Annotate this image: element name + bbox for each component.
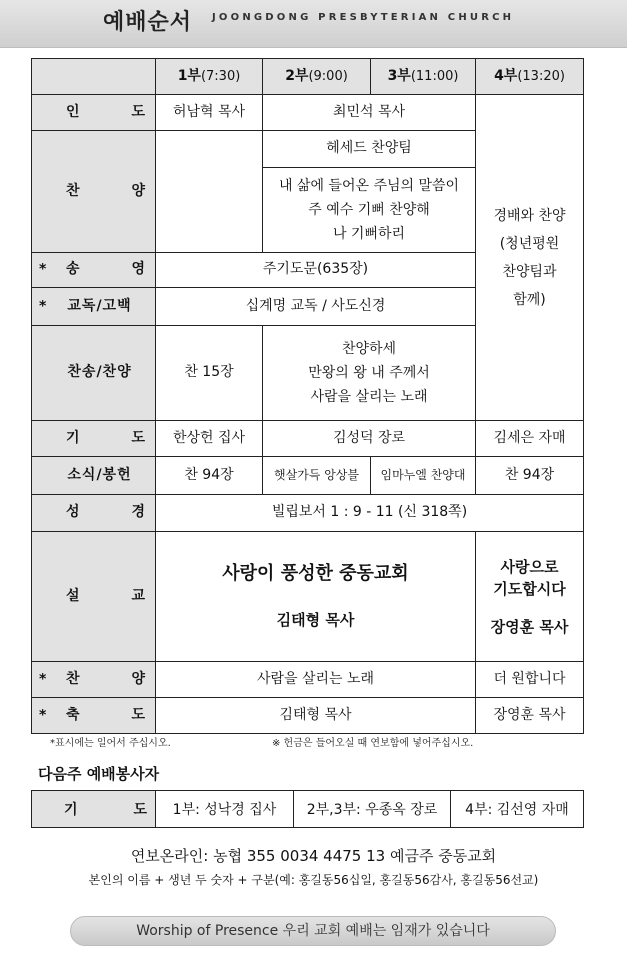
offering-s3: 임마누엘 찬양대: [371, 457, 476, 495]
next-week-prayer-label: 기 도: [32, 791, 156, 828]
online-offering-instructions: 본인의 이름 + 생년 두 숫자 + 구분(예: 홍길동56십일, 홍길동56감사, 홍길동56선교): [88, 873, 539, 887]
scripture-label: 성 경: [32, 495, 156, 532]
online-offering-info: 연보온라인: 농협 355 0034 4475 13 예금주 중동교회: [130, 847, 497, 865]
benediction-s4: 장영훈 목사: [476, 698, 584, 734]
invocation-label: 인 도: [32, 95, 156, 131]
scripture-row: [32, 495, 584, 532]
sermon-row: [32, 532, 584, 662]
prayer-row: [32, 421, 584, 457]
service-2-header: 2부(9:00): [263, 59, 371, 95]
prayer-s23: 김성덕 장로: [263, 421, 476, 457]
benediction-label: * 축 도: [32, 698, 156, 734]
offering-s2: 햇살가득 앙상블: [263, 457, 371, 495]
hymn-label: 찬송/찬양: [32, 326, 156, 421]
praise-s1: [156, 131, 263, 253]
sermon-main: [156, 532, 476, 662]
benediction-row: [32, 698, 584, 734]
next-week-title: 다음주 예배봉사자: [38, 765, 160, 783]
sermon-title: 사랑이 풍성한 중동교회: [222, 562, 409, 584]
service-header-row: [32, 59, 584, 95]
next-week-s23: 2부,3부: 우종옥 장로: [294, 791, 451, 828]
next-week-table: [31, 790, 584, 828]
confession-value: 십계명 교독 / 사도신경: [156, 288, 476, 326]
service-3-header: 3부(11:00): [371, 59, 476, 95]
church-name: JOONGDONG PRESBYTERIAN CHURCH: [212, 12, 515, 23]
closing-hymn-label: * 찬 양: [32, 662, 156, 698]
offering-s1: 찬 94장: [156, 457, 263, 495]
praise-team: 헤세드 찬양팀: [263, 131, 476, 168]
prayer-s4: 김세은 자매: [476, 421, 584, 457]
scripture-value: 빌립보서 1 : 9 - 11 (신 318쪽): [156, 495, 584, 532]
service-4-worship: 경배와 찬양 (청년평원 찬양팀과 함께): [476, 95, 584, 421]
notes: [50, 734, 590, 749]
offering-label: 소식/봉헌: [32, 457, 156, 495]
sermon-preacher: 김태형 목사: [276, 611, 355, 630]
next-week-s1: 1부: 성낙경 집사: [156, 791, 294, 828]
sermon-s4: 사랑으로 기도합시다 장영훈 목사: [476, 532, 584, 662]
prayer-s1: 한상헌 집사: [156, 421, 263, 457]
next-week-s4: 4부: 김선영 자매: [451, 791, 584, 828]
offering-row: [32, 457, 584, 495]
worship-order-table: [31, 58, 584, 734]
confession-label: * 교독/고백: [32, 288, 156, 326]
offering-s4: 찬 94장: [476, 457, 584, 495]
invocation-s23: 최민석 목사: [263, 95, 476, 131]
footer-banner: Worship of Presence 우리 교회 예배는 임재가 있습니다: [70, 916, 556, 946]
benediction-value: 김태형 목사: [156, 698, 476, 734]
page-title: 예배순서: [103, 10, 193, 35]
service-4-header: 4부(13:20): [476, 59, 584, 95]
next-week-prayer-row: [32, 791, 584, 828]
offering-note: ※ 헌금은 들어오실 때 연보함에 넣어주십시오.: [272, 738, 474, 749]
closing-hymn-s4: 더 원합니다: [476, 662, 584, 698]
page-header: [0, 0, 627, 48]
doxology-value: 주기도문(635장): [156, 253, 476, 288]
sermon-label: 설 교: [32, 532, 156, 662]
closing-hymn-value: 사람을 살리는 노래: [156, 662, 476, 698]
hymn-songs: 찬양하세 만왕의 왕 내 주께서 사람을 살리는 노래: [263, 326, 476, 421]
stand-note: *표시에는 일어서 주십시오.: [50, 738, 171, 749]
praise-song: 내 삶에 들어온 주님의 말씀이 주 예수 기뻐 찬양해 나 기뻐하리: [263, 168, 476, 253]
prayer-label: 기 도: [32, 421, 156, 457]
doxology-label: * 송 영: [32, 253, 156, 288]
service-1-header: 1부(7:30): [156, 59, 263, 95]
invocation-row: [32, 95, 584, 131]
invocation-s1: 허남혁 목사: [156, 95, 263, 131]
header-corner: [32, 59, 156, 95]
hymn-s1: 찬 15장: [156, 326, 263, 421]
closing-hymn-row: [32, 662, 584, 698]
praise-label: 찬 양: [32, 131, 156, 253]
